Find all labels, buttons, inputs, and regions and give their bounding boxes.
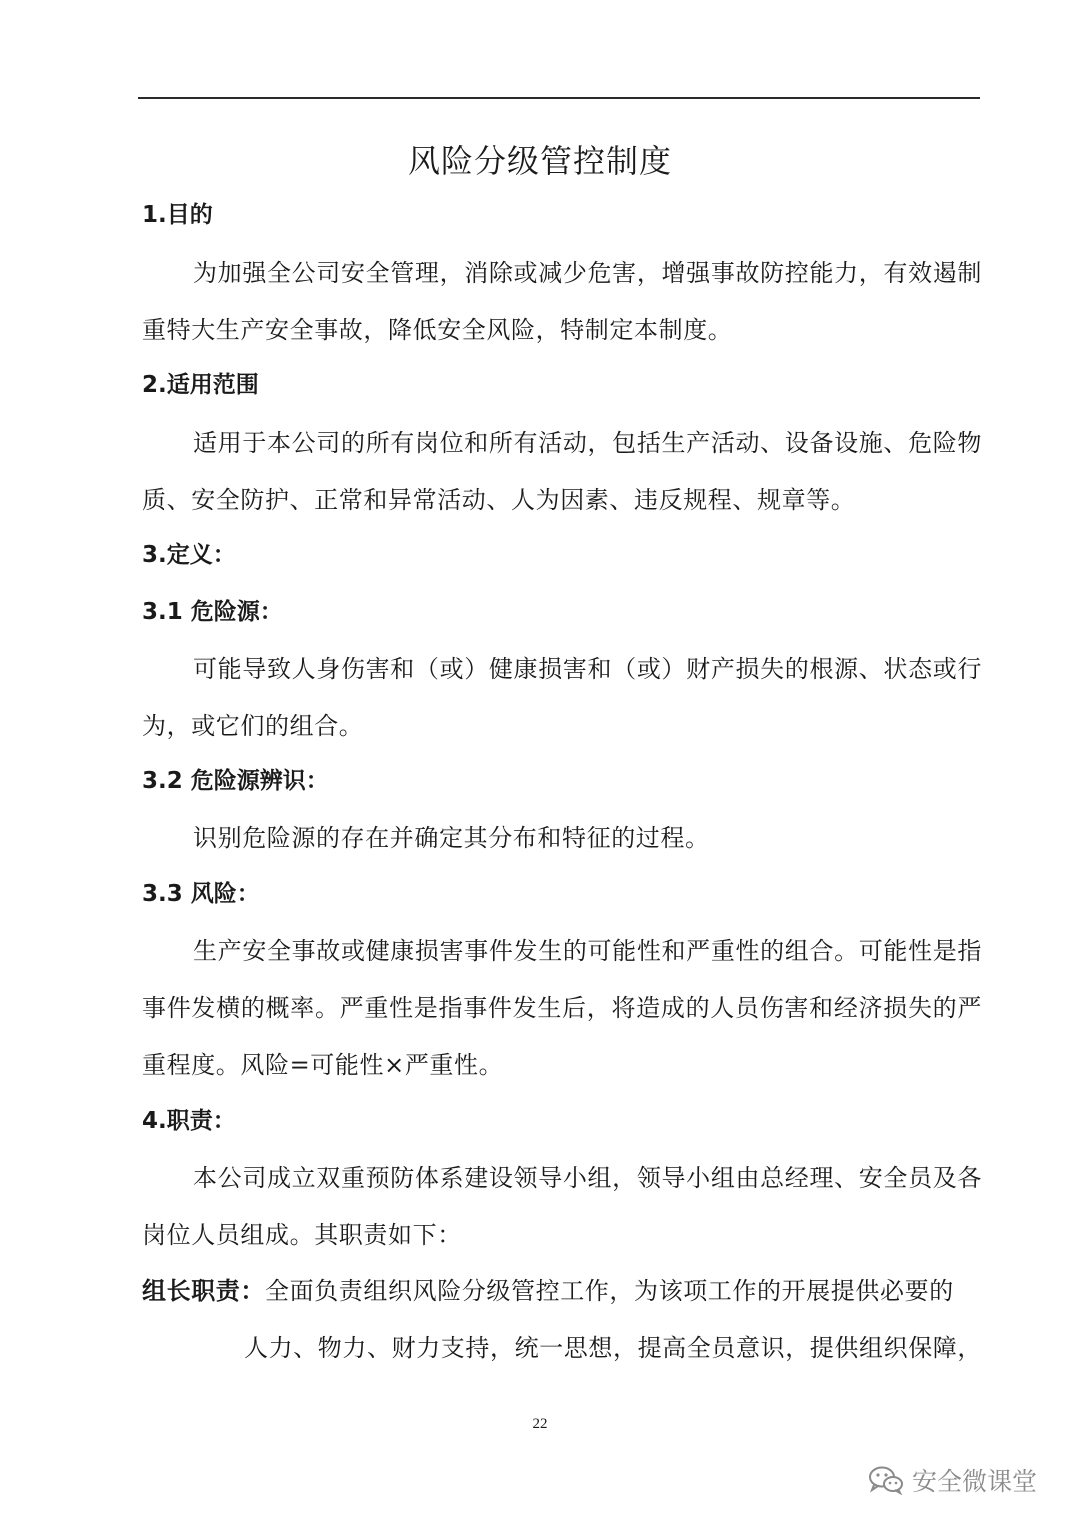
heading-scope: 2.适用范围 (142, 372, 259, 398)
leader-duty-label: 组长职责： (142, 1277, 265, 1305)
page-number: 22 (532, 1416, 548, 1432)
leader-duty-text-line2: 人力、物力、财力支持，统一思想，提高全员意识，提供组织保障， (244, 1334, 982, 1362)
heading-hazard: 3.1 危险源： (142, 599, 283, 625)
paragraph-scope: 适用于本公司的所有岗位和所有活动，包括生产活动、设备设施、危险物质、安全防护、正常和异常活动、人为因素、违反规程、规章等。 (142, 429, 982, 514)
paragraph-risk: 生产安全事故或健康损害事件发生的可能性和严重性的组合。可能性是指事件发横的概率。严重性是指事件发生后，将造成的人员伤害和经济损失的严重程度。风险=可能性×严重性。 (142, 937, 982, 1079)
watermark (868, 1460, 1037, 1500)
heading-responsibilities: 4.职责： (142, 1108, 236, 1134)
document-title: 风险分级管控制度 (407, 142, 672, 180)
paragraph-responsibilities: 本公司成立双重预防体系建设领导小组，领导小组由总经理、安全员及各岗位人员组成。其职责如下： (142, 1164, 982, 1249)
heading-purpose: 1.目的 (142, 202, 213, 228)
paragraph-hazard-identification: 识别危险源的存在并确定其分布和特征的过程。 (193, 824, 710, 852)
header-rule (138, 97, 980, 99)
heading-risk: 3.3 风险： (142, 881, 260, 907)
paragraph-purpose: 为加强全公司安全管理，消除或减少危害，增强事故防控能力，有效遏制重特大生产安全事故，降低安全风险，特制定本制度。 (142, 259, 982, 344)
heading-hazard-identification: 3.2 危险源辨识： (142, 768, 329, 794)
wechat-icon (868, 1465, 904, 1495)
leader-duty-text-line1: 全面负责组织风险分级管控工作，为该项工作的开展提供必要的 (265, 1277, 954, 1305)
paragraph-hazard: 可能导致人身伤害和（或）健康损害和（或）财产损失的根源、状态或行为，或它们的组合。 (142, 655, 982, 740)
watermark-text: 安全微课堂 (912, 1467, 1038, 1496)
leader-duty (142, 1263, 982, 1377)
heading-definitions: 3.定义： (142, 542, 236, 568)
